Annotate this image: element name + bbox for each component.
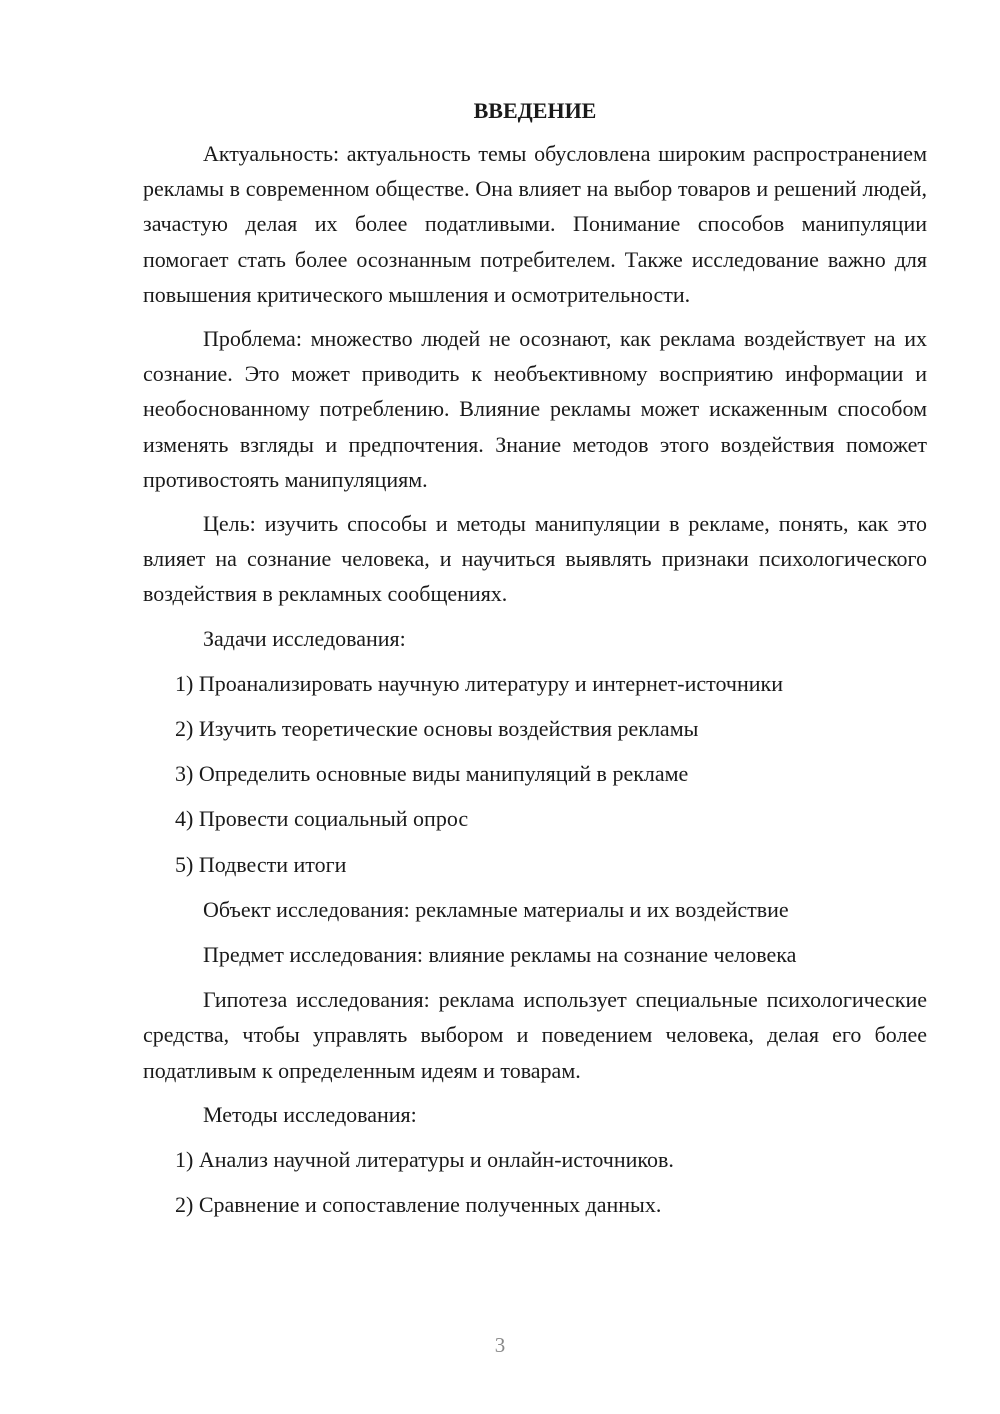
task-item: 4) Провести социальный опрос bbox=[175, 806, 469, 832]
page-title: ВВЕДЕНИЕ bbox=[473, 98, 597, 123]
relevance-paragraph: Актуальность: актуальность темы обусловлена широким распространением рекламы в современном обществе. Она влияет на выбор товаров и решений людей, зачастую делая их более податливыми. Понимание способов манипуляции помогает стать более осознанным потребителем. Также исследование важно для повышения критического мышления и осмотрительности. bbox=[143, 141, 927, 307]
problem-paragraph: Проблема: множество людей не осознают, как реклама воздействует на их сознание. Это может приводить к необъективному восприятию информации и необоснованному потреблению. Влияние рекламы может искаженным способом изменять взгляды и предпочтения. Знание методов этого воздействия поможет противостоять манипуляциям. bbox=[143, 326, 927, 492]
task-item: 1) Проанализировать научную литературу и интернет-источники bbox=[175, 670, 783, 696]
subject-line: Предмет исследования: влияние рекламы на сознание человека bbox=[203, 942, 797, 968]
methods-heading: Методы исследования: bbox=[203, 1101, 417, 1127]
document-body bbox=[143, 96, 927, 1232]
method-item: 1) Анализ научной литературы и онлайн-источников. bbox=[175, 1147, 674, 1173]
tasks-list bbox=[143, 666, 927, 882]
page-number: 3 bbox=[494, 1333, 506, 1357]
method-item: 2) Сравнение и сопоставление полученных данных. bbox=[175, 1192, 662, 1218]
goal-paragraph: Цель: изучить способы и методы манипуляции в рекламе, понять, как это влияет на сознание человека, и научиться выявлять признаки психологического воздействия в рекламных сообщениях. bbox=[143, 511, 927, 607]
task-item: 3) Определить основные виды манипуляций в рекламе bbox=[175, 761, 689, 787]
object-line: Объект исследования: рекламные материалы и их воздействие bbox=[203, 896, 789, 922]
methods-list bbox=[143, 1142, 927, 1222]
task-item: 5) Подвести итоги bbox=[175, 851, 347, 877]
tasks-heading: Задачи исследования: bbox=[203, 625, 406, 651]
hypothesis-paragraph: Гипотеза исследования: реклама использует специальные психологические средства, чтобы управлять выбором и поведением человека, делая его более податливым к определенным идеям и товарам. bbox=[143, 987, 927, 1083]
task-item: 2) Изучить теоретические основы воздействия рекламы bbox=[175, 716, 699, 742]
